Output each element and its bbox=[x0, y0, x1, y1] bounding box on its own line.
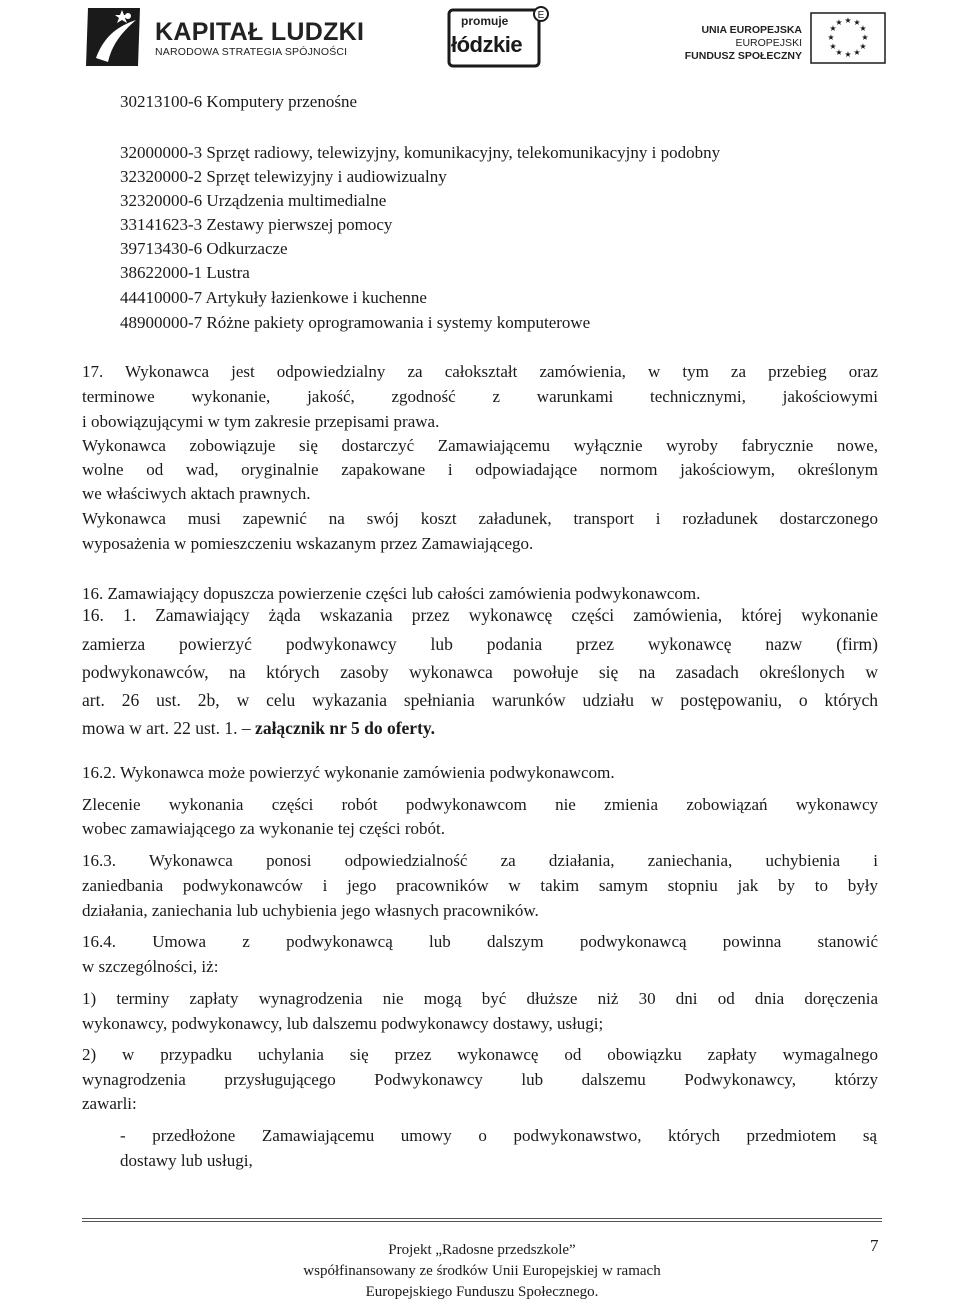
svg-text:★: ★ bbox=[835, 18, 843, 27]
kapital-ludzki-subtitle: NARODOWA STRATEGIA SPÓJNOŚCI bbox=[155, 46, 348, 58]
list-item: 33141623-3 Zestawy pierwszej pomocy bbox=[120, 215, 393, 234]
sec163-line: działania, zaniechania lub uchybienia jego własnych pracowników. bbox=[82, 901, 539, 920]
list-item: 32320000-6 Urządzenia multimedialne bbox=[120, 191, 387, 210]
sec161-line: podwykonawców, na których zasoby wykonawca powołuje się na zasadach określonych w bbox=[82, 662, 878, 682]
sec17-line: 17. Wykonawca jest odpowiedzialny za całokształt zamówienia, w tym za przebieg oraz bbox=[82, 362, 878, 381]
list-item: 38622000-1 Lustra bbox=[120, 263, 250, 282]
sec17-line: Wykonawca zobowiązuje się dostarczyć Zamawiającemu wyłącznie wyroby fabrycznie nowe, bbox=[82, 436, 878, 455]
dash-item-line: - przedłożone Zamawiającemu umowy o podwykonawstwo, których przedmiotem są bbox=[120, 1126, 877, 1145]
promuje-lodzkie-logo bbox=[447, 4, 551, 70]
list-item: 39713430-6 Odkurzacze bbox=[120, 239, 288, 258]
cpv-code-laptops: 30213100-6 Komputery przenośne bbox=[120, 92, 358, 111]
svg-text:★: ★ bbox=[844, 16, 852, 25]
lodz-name-text: łódzkie bbox=[451, 32, 523, 57]
ue-line-3: FUNDUSZ SPOŁECZNY bbox=[684, 50, 802, 62]
lodz-promuje-text: promuje bbox=[461, 14, 509, 28]
sec161-line bbox=[82, 718, 435, 738]
svg-text:★: ★ bbox=[859, 24, 867, 33]
eu-flag-icon bbox=[810, 12, 886, 64]
footer-project: Projekt „Radosne przedszkole” bbox=[388, 1242, 576, 1258]
sec164-line: w szczególności, iż: bbox=[82, 957, 219, 976]
sec17-line: we właściwych aktach prawnych. bbox=[82, 484, 311, 503]
svg-text:★: ★ bbox=[853, 18, 861, 27]
point-2-line: wynagrodzenia przysługującego Podwykonawcy lub dalszemu Podwykonawcy, którzy bbox=[82, 1070, 878, 1089]
svg-text:★: ★ bbox=[853, 48, 861, 57]
subcontract-line: Zlecenie wykonania części robót podwykonawcom nie zmienia zobowiązań wykonawcy bbox=[82, 795, 878, 814]
footer-divider bbox=[82, 1218, 882, 1222]
svg-text:★: ★ bbox=[827, 33, 835, 42]
unia-europejska-logo bbox=[686, 12, 886, 68]
svg-text:★: ★ bbox=[835, 48, 843, 57]
sec161-ref-text: mowa w art. 22 ust. 1. – bbox=[82, 718, 256, 738]
svg-text:★: ★ bbox=[861, 33, 869, 42]
ue-line-1: UNIA EUROPEJSKA bbox=[701, 24, 802, 36]
dash-item-line: dostawy lub usługi, bbox=[120, 1151, 253, 1170]
point-2-line: zawarli: bbox=[82, 1094, 137, 1113]
sec161-line: zamierza powierzyć podwykonawcy lub podania przez wykonawcę nazw (firm) bbox=[82, 634, 878, 654]
ue-line-2: EUROPEJSKI bbox=[735, 37, 802, 49]
attachment-ref: załącznik nr 5 do oferty. bbox=[255, 718, 436, 738]
point-1-line: wykonawcy, podwykonawcy, lub dalszemu podwykonawcy dostawy, usługi; bbox=[82, 1014, 604, 1033]
svg-text:E: E bbox=[537, 10, 545, 21]
footer-fund-name: Europejskiego Funduszu Społecznego. bbox=[365, 1284, 599, 1300]
svg-text:★: ★ bbox=[829, 24, 837, 33]
sec161-line: 16. 1. Zamawiający żąda wskazania przez wykonawcę części zamówienia, której wykonanie bbox=[82, 605, 878, 625]
sec161-line: art. 26 ust. 2b, w celu wykazania spełniania warunków udziału w postępowaniu, o których bbox=[82, 690, 878, 710]
sec164-line: 16.4. Umowa z podwykonawcą lub dalszym podwykonawcą powinna stanowić bbox=[82, 932, 878, 951]
sec163-line: 16.3. Wykonawca ponosi odpowiedzialność za działania, zaniechania, uchybienia i bbox=[82, 851, 878, 870]
list-item: 32000000-3 Sprzęt radiowy, telewizyjny, komunikacyjny, telekomunikacyjny i podobny bbox=[120, 143, 721, 162]
svg-text:★: ★ bbox=[829, 42, 837, 51]
sec163-line: zaniedbania podwykonawców i jego pracowników w takim samym stopniu jak by to były bbox=[82, 876, 878, 895]
sec17-line: terminowe wykonanie, jakość, zgodność z warunkami technicznymi, jakościowymi bbox=[82, 387, 878, 406]
sec16-paragraph: 16. Zamawiający dopuszcza powierzenie części lub całości zamówienia podwykonawcom. bbox=[82, 584, 701, 603]
sec17-line: Wykonawca musi zapewnić na swój koszt załadunek, transport i rozładunek dostarczonego bbox=[82, 509, 878, 528]
point-1-line: 1) terminy zapłaty wynagrodzenia nie mogą być dłuższe niż 30 dni od dnia doręczenia bbox=[82, 989, 878, 1008]
kapital-ludzki-emblem-icon bbox=[82, 6, 144, 68]
kapital-ludzki-title: KAPITAŁ LUDZKI bbox=[155, 18, 365, 46]
list-item: 48900000-7 Różne pakiety oprogramowania i systemy komputerowe bbox=[120, 313, 591, 332]
sec17-line: wolne od wad, oryginalnie zapakowane i odpowiadające normom jakościowym, określonym bbox=[82, 460, 878, 479]
sec162-paragraph: 16.2. Wykonawca może powierzyć wykonanie zamówienia podwykonawcom. bbox=[82, 763, 615, 782]
point-2-line: 2) w przypadku uchylania się przez wykonawcę od obowiązku zapłaty wymagalnego bbox=[82, 1045, 878, 1064]
list-item: 44410000-7 Artykuły łazienkowe i kuchenne bbox=[120, 288, 427, 307]
kapital-ludzki-logo bbox=[82, 6, 365, 68]
footer-funding: współfinansowany ze środków Unii Europejskiej w ramach bbox=[303, 1263, 661, 1279]
list-item: 32320000-2 Sprzęt telewizyjny i audiowizualny bbox=[120, 167, 447, 186]
svg-text:★: ★ bbox=[844, 50, 852, 59]
svg-text:★: ★ bbox=[859, 42, 867, 51]
sec17-line: wyposażenia w pomieszczeniu wskazanym przez Zamawiającego. bbox=[82, 534, 534, 553]
page-number: 7 bbox=[870, 1236, 879, 1255]
subcontract-line: wobec zamawiającego za wykonanie tej części robót. bbox=[82, 819, 445, 838]
sec17-line: i obowiązującymi w tym zakresie przepisami prawa. bbox=[82, 412, 440, 431]
